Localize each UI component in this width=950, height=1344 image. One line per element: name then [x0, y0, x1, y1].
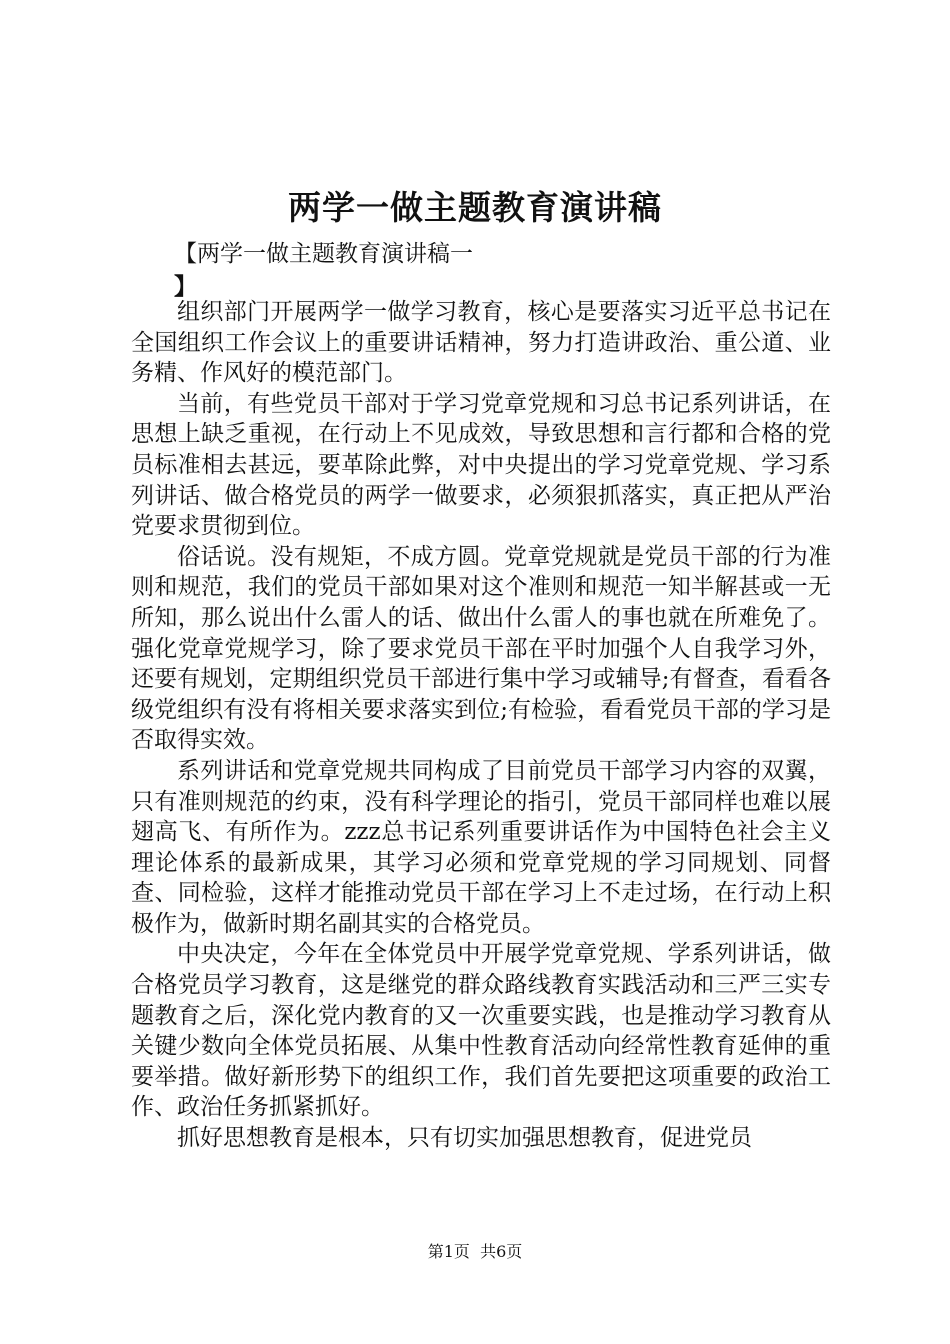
- page-footer: [0, 1240, 950, 1264]
- page-number: 第1页: [427, 1242, 470, 1261]
- paragraph: 中央决定，今年在全体党员中开展学党章党规、学系列讲话，做合格党员学习教育，这是继党的群众路线教育实践活动和三严三实专题教育之后，深化党内教育的又一次重要实践，也是推动学习教育从关键少数向全体党员拓展、从集中性教育活动向经常性教育延伸的重要举措。做好新形势下的组织工作，我们首先要把这项重要的政治工作、政治任务抓紧抓好。: [131, 941, 831, 1121]
- paragraph: 组织部门开展两学一做学习教育，核心是要落实习近平总书记在全国组织工作会议上的重要讲话精神，努力打造讲政治、重公道、业务精、作风好的模范部门。: [131, 299, 831, 387]
- page-total: 共6页: [480, 1242, 523, 1261]
- document-title: 两学一做主题教育演讲稿: [288, 188, 662, 227]
- document-subtitle-close-bracket: 】: [174, 273, 197, 300]
- document-body: [131, 297, 831, 1154]
- paragraph: 当前，有些党员干部对于学习党章党规和习总书记系列讲话，在思想上缺乏重视，在行动上不见成效，导致思想和言行都和合格的党员标准相去甚远，要革除此弊，对中央提出的学习党章党规、学习系列讲话、做合格党员的两学一做要求，必须狠抓落实，真正把从严治党要求贯彻到位。: [131, 390, 831, 540]
- paragraph: 俗话说。没有规矩，不成方圆。党章党规就是党员干部的行为准则和规范，我们的党员干部如果对这个准则和规范一知半解甚或一无所知，那么说出什么雷人的话、做出什么雷人的事也就在所难免了。强化党章党规学习，除了要求党员干部在平时加强个人自我学习外，还要有规划，定期组织党员干部进行集中学习或辅导;有督查，看看各级党组织有没有将相关要求落实到位;有检验，看看党员干部的学习是否取得实效。: [131, 543, 831, 754]
- paragraph: 抓好思想教育是根本，只有切实加强思想教育，促进党员: [177, 1125, 752, 1152]
- document-subtitle: 【两学一做主题教育演讲稿一: [174, 241, 473, 267]
- paragraph: 系列讲话和党章党规共同构成了目前党员干部学习内容的双翼，只有准则规范的约束，没有科学理论的指引，党员干部同样也难以展翅高飞、有所作为。zzz总书记系列重要讲话作为中国特色社会主义理论体系的最新成果，其学习必须和党章党规的学习同规划、同督查、同检验，这样才能推动党员干部在学习上不走过场，在行动上积极作为，做新时期名副其实的合格党员。: [131, 757, 831, 937]
